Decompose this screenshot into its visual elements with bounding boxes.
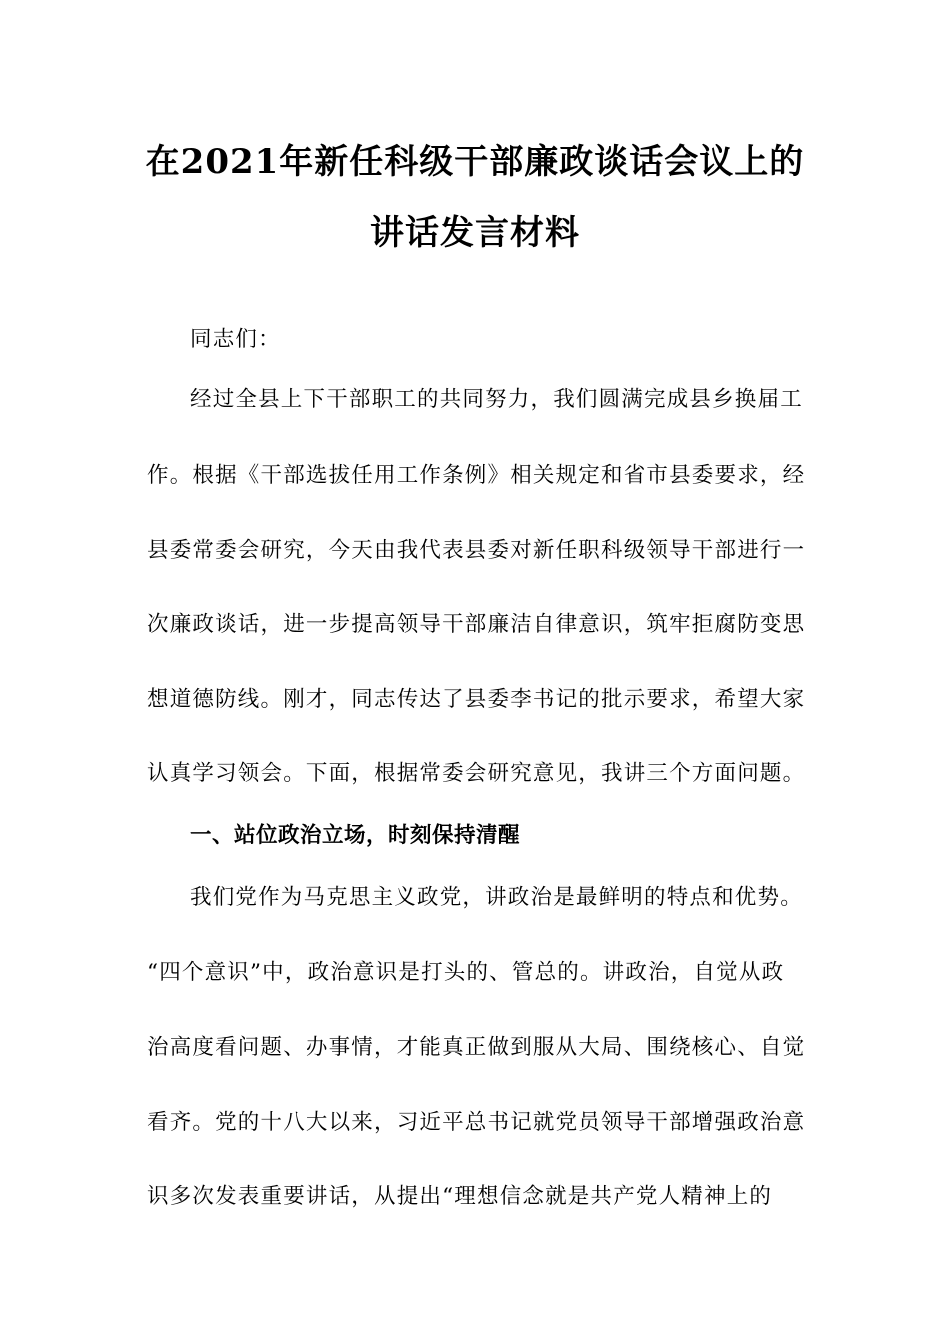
paragraph2-line-4: 看齐。党的十八大以来，习近平总书记就党员领导干部增强政治意 (147, 1110, 806, 1135)
paragraph1-line-4: 次廉政谈话，进一步提高领导干部廉洁自律意识，筑牢拒腐防变思 (147, 612, 806, 637)
salutation: 同志们： (190, 327, 281, 352)
paragraph2-line-5: 识多次发表重要讲话，从提出“理想信念就是共产党人精神上的 (147, 1184, 773, 1209)
paragraph2-line-1: 我们党作为马克思主义政党，讲政治是最鲜明的特点和优势。 (190, 885, 803, 910)
paragraph1-line-3: 县委常委会研究，今天由我代表县委对新任职科级领导干部进行一 (147, 538, 806, 563)
paragraph1-line-2: 作。根据《干部选拔任用工作条例》相关规定和省市县委要求，经 (147, 463, 806, 488)
document-title-line-2: 讲话发言材料 (370, 213, 580, 253)
paragraph1-line-5: 想道德防线。刚才，同志传达了县委李书记的批示要求，希望大家 (147, 687, 806, 712)
paragraph2-line-2: “四个意识”中，政治意识是打头的、管总的。讲政治，自觉从政 (147, 960, 785, 985)
paragraph2-line-3: 治高度看问题、办事情，才能真正做到服从大局、围绕核心、自觉 (147, 1035, 806, 1060)
section1-heading: 一、站位政治立场，时刻保持清醒 (190, 823, 521, 848)
document-title-line-1: 在2021年新任科级干部廉政谈话会议上的 (145, 142, 805, 182)
paragraph1-line-6: 认真学习领会。下面，根据常委会研究意见，我讲三个方面问题。 (147, 761, 806, 786)
paragraph1-line-1: 经过全县上下干部职工的共同努力，我们圆满完成县乡换届工 (190, 387, 803, 412)
